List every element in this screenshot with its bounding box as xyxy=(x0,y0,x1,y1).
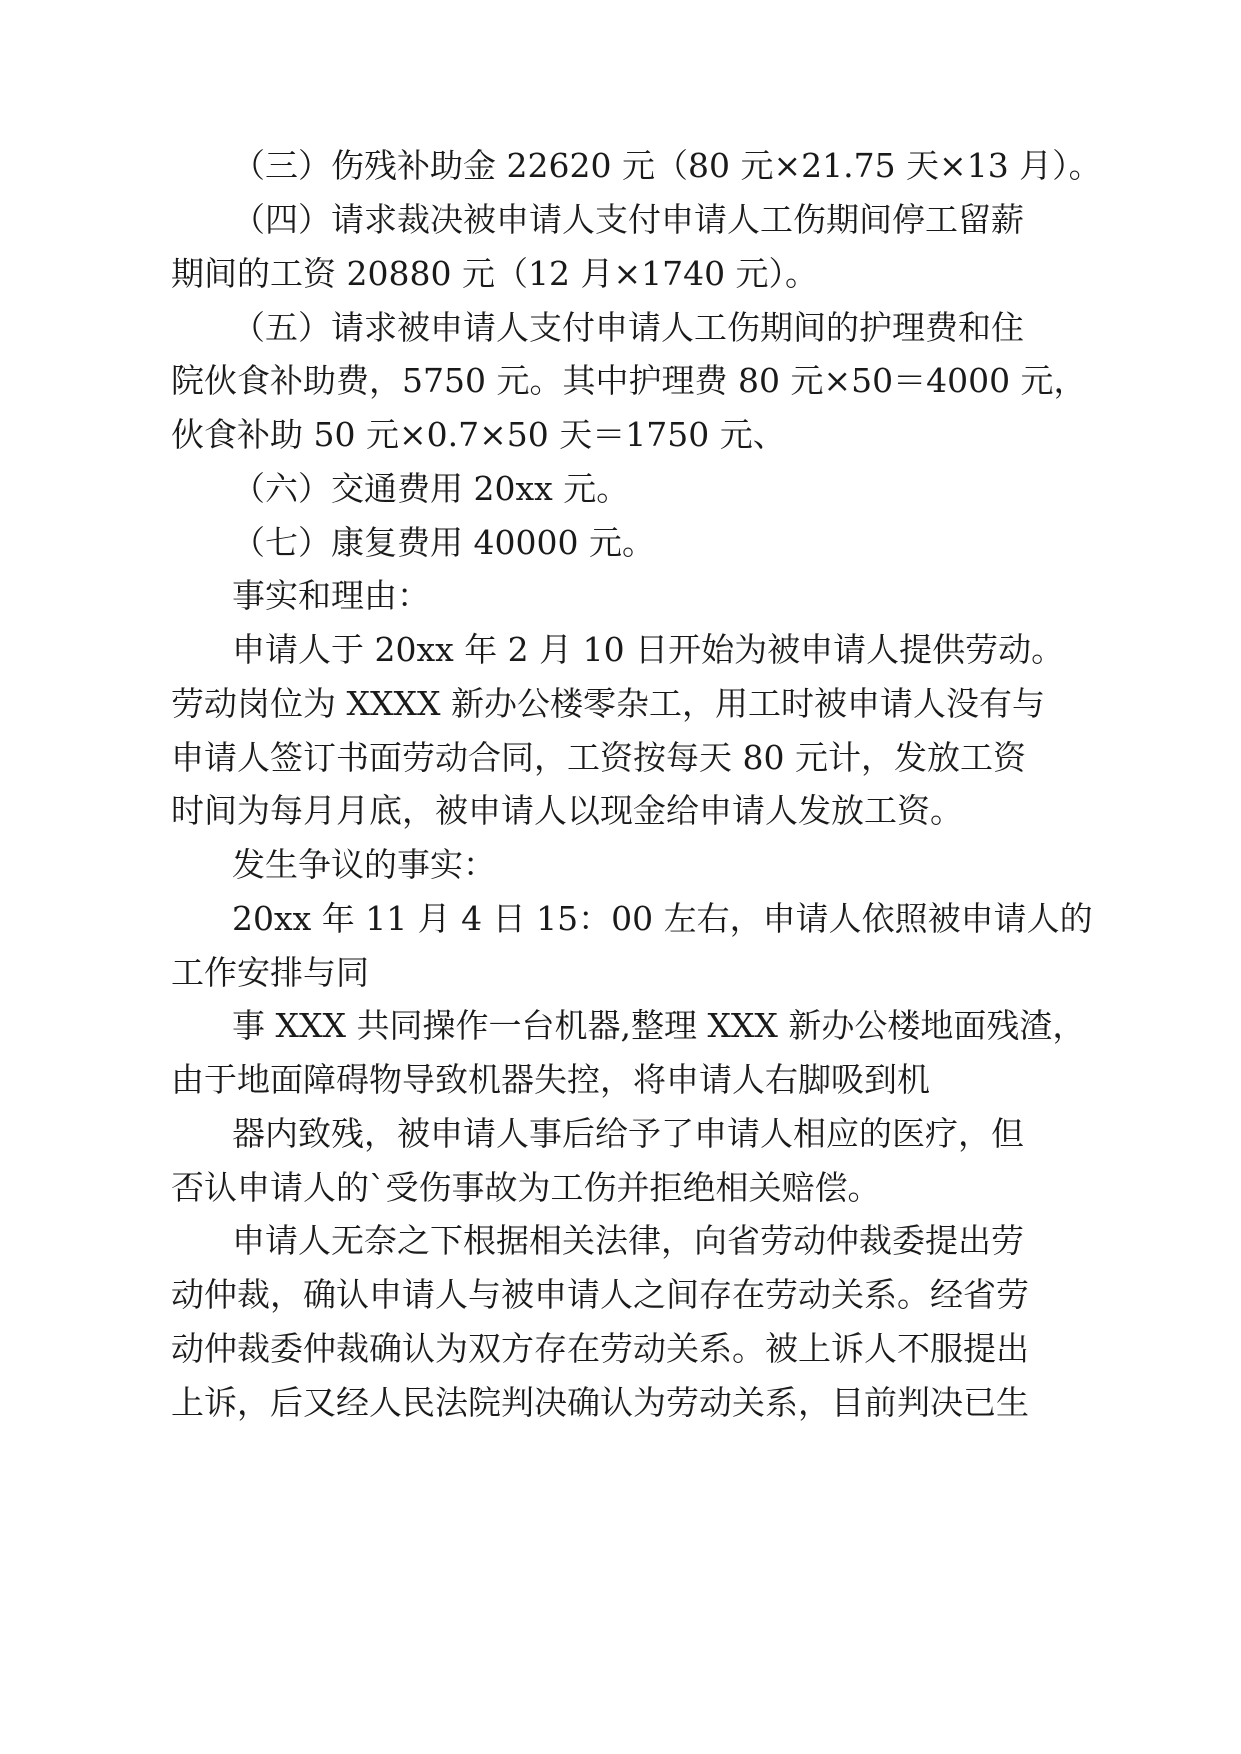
paragraph-line: 否认申请人的`受伤事故为工伤并拒绝相关赔偿。 xyxy=(171,1168,881,1207)
paragraph-line: （六）交通费用 20xx 元。 xyxy=(232,469,630,508)
paragraph-line: （七）康复费用 40000 元。 xyxy=(232,523,655,562)
paragraph-line: 院伙食补助费，5750 元。其中护理费 80 元×50＝4000 元， xyxy=(171,361,1087,400)
paragraph-line: 申请人于 20xx 年 2 月 10 日开始为被申请人提供劳动。 xyxy=(232,630,1065,669)
paragraph-line: 器内致残，被申请人事后给予了申请人相应的医疗，但 xyxy=(232,1114,1024,1153)
paragraph-line: 申请人无奈之下根据相关法律，向省劳动仲裁委提出劳 xyxy=(232,1221,1024,1260)
section-heading: 事实和理由： xyxy=(232,576,430,615)
paragraph-line: （三）伤残补助金 22620 元（80 元×21.75 天×13 月）。 xyxy=(232,146,1102,185)
paragraph-line: 时间为每月月底，被申请人以现金给申请人发放工资。 xyxy=(171,791,963,830)
paragraph-line: （四）请求裁决被申请人支付申请人工伤期间停工留薪 xyxy=(232,200,1024,239)
paragraph-line: 事 XXX 共同操作一台机器,整理 XXX 新办公楼地面残渣， xyxy=(232,1006,1086,1045)
paragraph-line: 申请人签订书面劳动合同，工资按每天 80 元计，发放工资 xyxy=(171,738,1026,777)
paragraph-line: 动仲裁委仲裁确认为双方存在劳动关系。被上诉人不服提出 xyxy=(171,1329,1029,1368)
paragraph-line: 期间的工资 20880 元（12 月×1740 元）。 xyxy=(171,254,819,293)
paragraph-line: 上诉，后又经人民法院判决确认为劳动关系，目前判决已生 xyxy=(171,1383,1029,1422)
paragraph-line: （五）请求被申请人支付申请人工伤期间的护理费和住 xyxy=(232,308,1024,347)
paragraph-line: 20xx 年 11 月 4 日 15：00 左右，申请人依照被申请人的 xyxy=(232,899,1093,938)
paragraph-line: 动仲裁，确认申请人与被申请人之间存在劳动关系。经省劳 xyxy=(171,1275,1029,1314)
paragraph-line: 由于地面障碍物导致机器失控，将申请人右脚吸到机 xyxy=(171,1060,930,1099)
paragraph-line: 劳动岗位为 XXXX 新办公楼零杂工，用工时被申请人没有与 xyxy=(171,684,1045,723)
paragraph-line: 伙食补助 50 元×0.7×50 天＝1750 元、 xyxy=(171,415,786,454)
section-heading: 发生争议的事实： xyxy=(232,845,496,884)
paragraph-line: 工作安排与同 xyxy=(171,953,369,992)
